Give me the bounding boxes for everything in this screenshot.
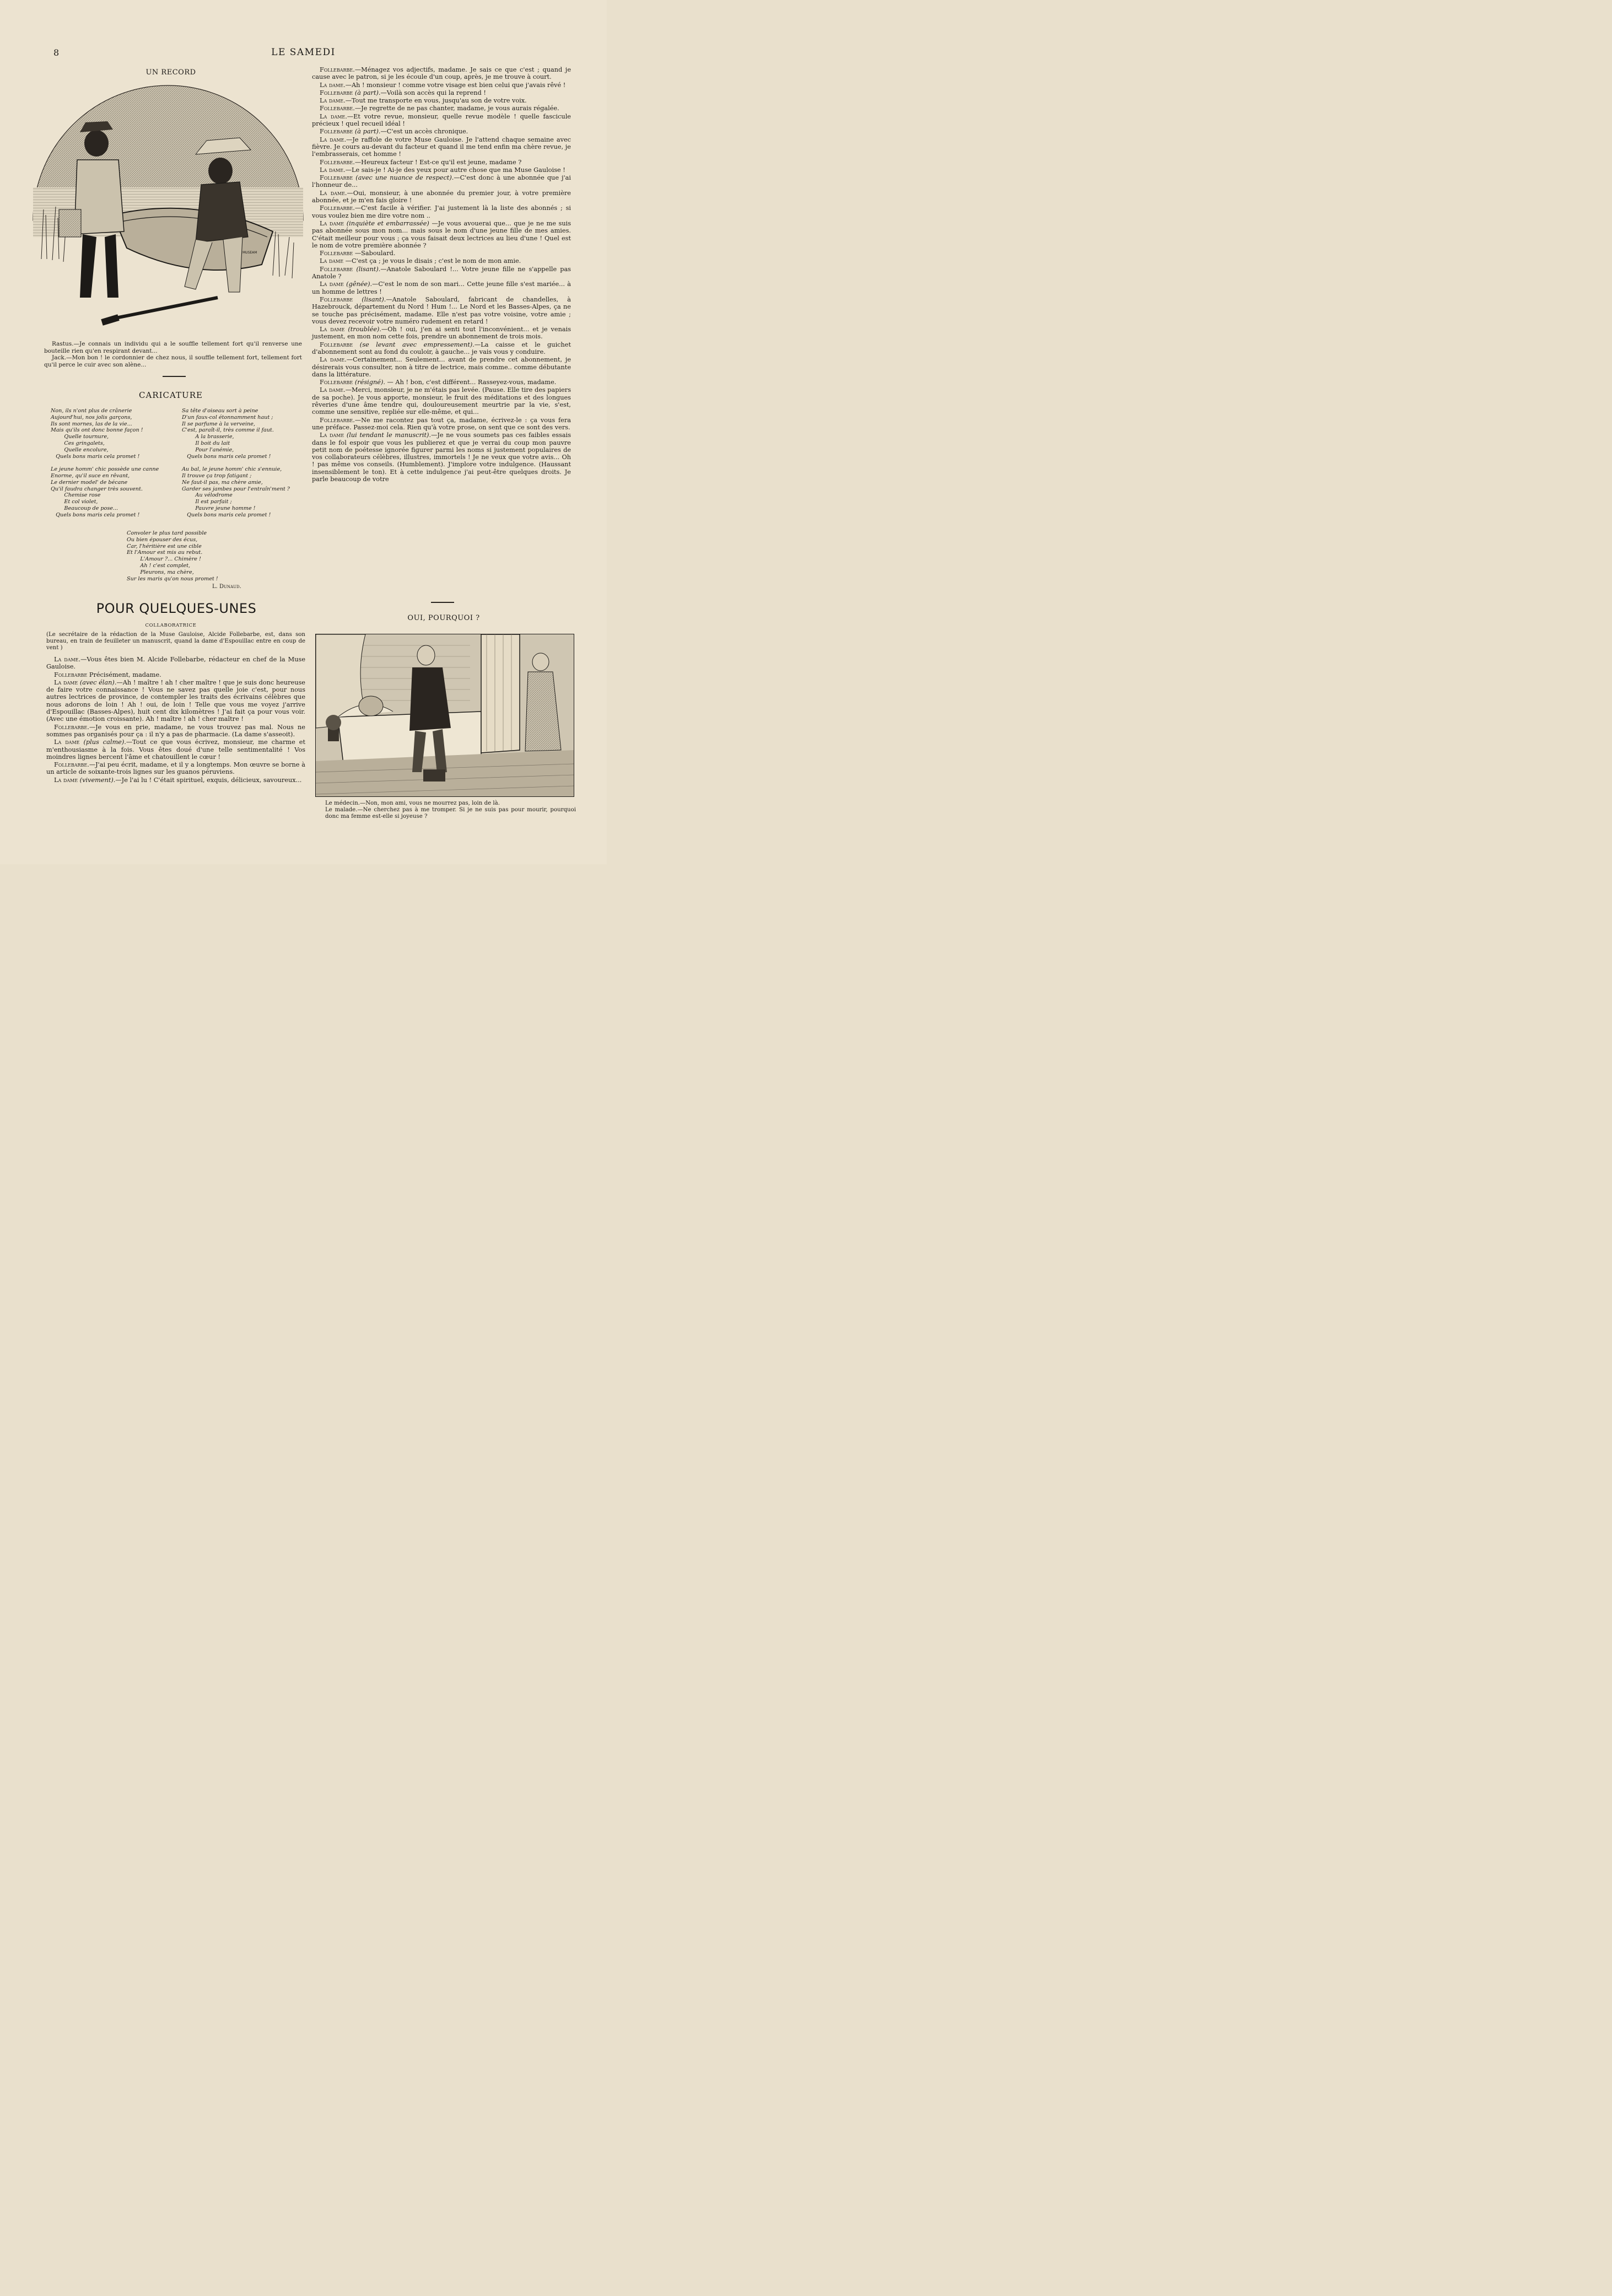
dialogue-text: —Ah ! maître ! ah ! cher maître ! que je suis donc heureuse de faire votre connaissance ! Vous ne savez pas quelle joie c'est, pour nous autres lectrices de province, de contempler les traits des écrivains célèbres que nous adorons de loin ! Ah ! oui, de loin ! Telle que vous me voyez j'arrive d'Espouillac (Basses-Alpes), huit cent dix kilomètres ! J'ai fait ça pour vous voir. (Avec une émotion croissante). Ah ! maître ! ah ! cher maître ! [46, 678, 305, 723]
poem-left-line: Le jeune homm' chic possède une canne [51, 466, 159, 473]
speaker-name: La dame. [54, 656, 81, 663]
dialogue-paragraph [312, 356, 571, 378]
dialogue-text: —Oui, monsieur, à une abonnée du premier jour, à votre première abonnée, et je m'en fais gloire ! [312, 189, 571, 204]
dialogue-text: —C'est ça ; je vous le disais ; c'est le nom de mon amie. [343, 257, 521, 265]
speaker-name: La dame [320, 219, 344, 227]
dialogue-paragraph [312, 174, 571, 189]
caricature-poem-right [182, 408, 309, 519]
caricature-poem-left [51, 408, 183, 519]
dialogue-paragraph [312, 417, 571, 432]
poem-final-line: Et l'Amour est mis au rebut. [127, 549, 203, 556]
dialogue-paragraph [312, 166, 571, 174]
dialogue-paragraph [312, 296, 571, 325]
stage-direction: (avec une nuance de respect). [353, 174, 454, 182]
poem-right-line: Il se parfume à la verveine, [182, 421, 255, 427]
dialogue-paragraph [312, 159, 571, 166]
speaker-name: La dame [320, 281, 344, 288]
poem-right-line: Sa tête d'oiseau sort à peine [182, 408, 258, 414]
poem-right-line: Il est parfait ; [182, 499, 232, 505]
speaker-name: La dame. [320, 112, 347, 120]
dialogue-text: —Je raffole de votre Muse Gauloise. Je l'attend chaque semaine avec fièvre. Je cours au-devant du facteur et quand il me tend enfin ma chère revue, je l'embrasserais, cet homme ! [312, 136, 571, 158]
speaker-name: Follebarbe [320, 250, 353, 257]
dialogue-text: —Tout ce que vous écrivez, monsieur, me charme et m'enthousiasme à la fois. Vous êtes doué d'une telle sentimentalité ! Vos moindres lignes bercent l'âme et chatouillent le cœur ! [46, 739, 305, 761]
dialogue-paragraph [312, 190, 571, 204]
speaker-name: La dame. [320, 356, 347, 364]
poem-left-line: Quels bons maris cela promet ! [51, 453, 140, 460]
poem-right-line: Quels bons maris cela promet ! [182, 511, 271, 518]
poem-right-line: Ne faut-il pas, ma chère amie, [182, 479, 263, 486]
poem-final-line: Sur les maris qu'on nous promet ! [127, 575, 218, 582]
poem-right-line: Au vélodrome [182, 492, 233, 499]
dialogue-paragraph [46, 777, 305, 784]
poem-left-line: Enorme, qu'il suce en rêvant, [51, 472, 130, 479]
newspaper-page [0, 0, 607, 864]
stage-direction: (plus calme). [79, 739, 126, 746]
section-divider-right [431, 602, 454, 603]
speaker-name: La dame. [320, 81, 346, 89]
dialogue-text: — Ah ! bon, c'est différent... Rasseyez-vous, madame. [385, 379, 557, 386]
speaker-name: La dame [54, 776, 78, 784]
dialogue-text: —Ne me racontez pas tout ça, madame, écrivez-le : ça vous fera une préface. Passez-moi cela. Rien qu'à votre prose, on sent que ce sont des vers. [312, 416, 571, 431]
speaker-name: La dame. [320, 166, 346, 174]
speaker-name: La dame [54, 678, 78, 686]
quelques-unes-intro: (Le secrétaire de la rédaction de la Muse Gauloise, Alcide Follebarbe, est, dans son bureau, en train de feuilleter un manuscrit, quand la dame d'Espouillac entre en coup de vent ) [46, 632, 305, 651]
dialogue-paragraph [46, 761, 305, 776]
poem-right-line: Il trouve ça trop fatigant ; [182, 472, 252, 479]
masthead-title: LE SAMEDI [271, 47, 336, 58]
caricature-title: CARICATURE [139, 390, 203, 400]
dialogue-paragraph [312, 266, 571, 281]
poem-final-line: Convoler le plus tard possible [127, 530, 207, 536]
quelques-unes-title: POUR QUELQUES-UNES [96, 601, 257, 616]
dialogue-text: —Je vous avouerai que... que je ne me suis pas abonnée sous mon nom... mais sous le nom d'une jeune fille de mes amies. C'était meilleur pour vous ; ça vous faisait deux lectrices au lieu d'une ! Quel est le nom de votre première abonnée ? [312, 219, 572, 249]
poem-final-line: Car, l'héritière est une cible [127, 543, 202, 549]
dialogue-paragraph [312, 105, 571, 112]
speaker-name: Follebarbe. [320, 158, 355, 166]
dialogue-text: —Vous êtes bien M. Alcide Follebarbe, rédacteur en chef de la Muse Gauloise. [46, 656, 306, 671]
poem-right-line: Pauvre jeune homme ! [182, 505, 256, 511]
dialogue-paragraph [312, 136, 571, 158]
stage-direction: (troublée). [344, 326, 381, 333]
stage-direction: (à part). [353, 89, 381, 96]
speaker-name: Follebarbe [320, 89, 353, 96]
dialogue-paragraph [46, 724, 305, 739]
dialogue-text: .—Je vous en prie, madame, ne vous trouvez pas mal. Nous ne sommes pas organisés pour ça : il n'y a pas de pharmacie. (La dame s'asseoit). [46, 723, 305, 738]
dialogue-paragraph [312, 386, 571, 416]
record-caption [44, 341, 302, 368]
pourquoi-illustration [315, 634, 574, 797]
speaker-name: Follebarbe [320, 341, 353, 348]
speaker-name: Follebarbe [320, 265, 353, 273]
speaker-name: Follebarbe [320, 174, 353, 182]
poem-right-line: Pour l'anémie, [182, 446, 234, 453]
dialogue-text: —Anatole Saboulard !... Votre jeune fille ne s'appelle pas Anatole ? [312, 265, 571, 281]
stage-direction: (avec élan). [78, 678, 117, 686]
dialogue-paragraph [46, 679, 305, 723]
dialogue-text: —C'est facile à vérifier. J'ai justement là la liste des abonnés ; si vous voulez bien me dire votre nom .. [312, 204, 571, 219]
dialogue-text: —Anatole Saboulard, fabricant de chandelles, à Hazebrouck, département du Nord ! Hum !... Le Nord et les Basses-Alpes, ça ne se touche pas précisément, madame. Elle n'est pas votre voisine, votre amie ; vous devez recevoir votre numéro rudement en retard ! [312, 295, 571, 325]
speaker-name: La dame. [320, 189, 347, 197]
pourquoi-caption-malade: Le malade.—Ne cherchez pas à me tromper. Si je ne suis pas pour mourir, pourquoi donc ma femme est-elle si joyeuse ? [325, 807, 576, 820]
dialogue-paragraph [312, 432, 571, 483]
poem-right-line: Garder ses jambes pour l'entraîn'ment ? [182, 486, 290, 492]
caricature-signature: L. Dunaud. [212, 584, 241, 590]
record-caption-jack: Jack.—Mon bon ! le cordonnier de chez nous, il souffle tellement fort, tellement fort qu'il perce le cuir avec son alène... [44, 354, 302, 368]
section-divider [163, 376, 186, 377]
pourquoi-caption [325, 800, 576, 820]
dialogue-paragraph [312, 89, 571, 96]
speaker-name: La dame. [320, 386, 346, 394]
dialogue-left-column [46, 656, 305, 784]
pourquoi-caption-medecin: Le médecin.—Non, mon ami, vous ne mourrez pas, loin de là. [325, 800, 500, 806]
speaker-name: La dame [320, 432, 344, 439]
dialogue-text: —Et votre revue, monsieur, quelle revue modèle ! quelle fascicule précieux ! quel recueil idéal ! [312, 112, 571, 128]
dialogue-text: .—J'ai peu écrit, madame, et il y a longtemps. Mon œuvre se borne à un article de soixante-trois lignes sur les guanos péruviens. [46, 761, 305, 776]
speaker-name: Follebarbe [54, 671, 88, 678]
poem-right-line: Quels bons maris cela promet ! [182, 453, 271, 460]
poem-final-line: Ou bien épouser des écus, [127, 536, 198, 543]
poem-right-line [182, 460, 309, 466]
speaker-name: Follebarbe [54, 761, 88, 769]
speaker-name: Follebarbe [320, 379, 353, 386]
speaker-name: La dame [320, 326, 345, 333]
stage-direction: (lisant). [353, 265, 381, 273]
dialogue-paragraph [312, 281, 571, 295]
dialogue-paragraph [312, 113, 571, 128]
dialogue-paragraph [46, 671, 305, 678]
dialogue-text: —Tout me transporte en vous, jusqu'au son de votre voix. [345, 97, 527, 105]
dialogue-paragraph [312, 66, 571, 81]
poem-left-line: Chemise rose [51, 492, 101, 499]
dialogue-paragraph [312, 250, 571, 257]
poem-final-line: L'Amour ?... Chimère ! [127, 556, 201, 563]
poem-left-line [51, 460, 183, 466]
dialogue-paragraph [46, 656, 305, 671]
pourquoi-title: OUI, POURQUOI ? [407, 614, 480, 622]
dialogue-text: —Ah ! monsieur ! comme votre visage est bien celui que j'avais rêvé ! [345, 81, 566, 89]
stage-direction: (vivement). [78, 776, 116, 784]
dialogue-paragraph [312, 379, 571, 386]
poem-right-line: D'un faux-col étonnamment haut ; [182, 414, 273, 421]
stage-direction: (à part). [353, 128, 381, 136]
boat-name: MUSEAM [242, 251, 257, 255]
dialogue-text: —La caisse et le guichet d'abonnement sont au fond du couloir, à gauche... je vais vous y conduire. [312, 341, 572, 355]
poem-left-line: Ces gringalets, [51, 440, 105, 446]
dialogue-text: —Le sais-je ! Ai-je des yeux pour autre chose que ma Muse Gauloise ! [345, 166, 565, 174]
stage-direction: (gênée). [343, 281, 373, 288]
dialogue-text: —Merci, monsieur, je ne m'étais pas levée. (Pause. Elle tire des papiers de sa poche). Je vous apporte, monsieur, le fruit des méditations et des longues rêveries d'une âme tendre qui, douloureusement meurtrie par la vie, s'est, comme une sensitive, repliée sur elle-même, et qui... [312, 386, 572, 416]
poem-left-line: Et col violet, [51, 499, 98, 505]
dialogue-paragraph [312, 204, 571, 219]
poem-left-line: Quelle encolure, [51, 446, 109, 453]
poem-final-line: Pleurons, ma chère, [127, 569, 194, 575]
poem-final-line: Ah ! c'est complet, [127, 562, 191, 569]
stage-direction: (lisant). [353, 295, 386, 303]
dialogue-text: —Saboulard. [353, 250, 396, 257]
poem-left-line: Quels bons maris cela promet ! [51, 511, 140, 518]
poem-left-line: Mais qu'ils ont donc bonne façon ! [51, 427, 143, 434]
poem-right-line: C'est, paraît-il, très comme il faut. [182, 427, 274, 434]
poem-right-line: Au bal, le jeune homm' chic s'ennuie, [182, 466, 282, 473]
dialogue-text: —Je regrette de ne pas chanter, madame, je vous aurais régalée. [354, 105, 559, 112]
speaker-name: Follebarbe [320, 128, 353, 136]
poem-left-line: Qu'il faudra changer très souvent. [51, 486, 143, 492]
dialogue-paragraph [46, 739, 305, 761]
stage-direction: (se levant avec empressement). [353, 341, 475, 348]
speaker-name: La dame [54, 739, 80, 746]
dialogue-paragraph [312, 326, 571, 341]
poem-left-line: Quelle tournure, [51, 434, 109, 440]
caricature-poem-final [127, 530, 270, 582]
dialogue-paragraph [312, 128, 571, 135]
stage-direction: (lui tendant le manuscrit). [344, 432, 432, 439]
poem-left-line: Non, ils n'ont plus de crânerie [51, 408, 132, 414]
record-caption-rastus: Rastus.—Je connais un individu qui a le souffle tellement fort qu'il renverse une bouteille rien qu'en respirant devant... [44, 341, 302, 354]
dialogue-paragraph [312, 220, 571, 249]
dialogue-text: —Certainement... Seulement... avant de prendre cet abonnement, je désirerais vous consulter, non à titre de lectrice, mais comme.. comme débutante dans la littérature. [312, 356, 572, 378]
dialogue-text: —C'est un accès chronique. [380, 128, 468, 136]
poem-left-line: Aujourd'hui, nos jolis garçons, [51, 414, 132, 421]
speaker-name: Follebarbe [54, 723, 88, 731]
dialogue-text: —Je ne vous soumets pas ces faibles essais dans le fol espoir que vous les publierez et que je verrai du coup mon pauvre petit nom de poétesse ignorée figurer parmi les noms si justement populaires de vos collaborateurs célèbres, illustres, immortels ! Je ne veux que votre avis... Oh ! pas même vos conseils. (Humblement). J'implore votre indulgence. (Haussant insensiblement le ton). Et à cette indulgence j'ai peut-être quelques droits. Je parle beaucoup de votre [312, 432, 571, 483]
dialogue-text: —Heureux facteur ! Est-ce qu'il est jeune, madame ? [354, 158, 522, 166]
dialogue-text: —Voilà son accès qui la reprend ! [380, 89, 486, 96]
poem-left-line: Ils sont mornes, las de la vie... [51, 421, 132, 427]
dialogue-text: —Oh ! oui, j'en ai senti tout l'inconvénient... et je venais justement, en mon nom cette fois, prendre un abonnement de trois mois. [312, 326, 571, 341]
poem-right-line: A la brasserie, [182, 434, 234, 440]
page-number: 8 [53, 47, 60, 58]
poem-left-line: Beaucoup de pose... [51, 505, 118, 511]
record-illustration [30, 77, 306, 336]
speaker-name: La dame. [320, 97, 346, 105]
speaker-name: Follebarbe [320, 295, 353, 303]
speaker-name: Follebarbe. [320, 105, 355, 112]
dialogue-text: Précisément, madame. [87, 671, 161, 678]
stage-direction: (résigné). [353, 379, 385, 386]
speaker-name: Follebarbe. [320, 204, 355, 212]
dialogue-text: —C'est le nom de son mari... Cette jeune fille s'est mariée... à un homme de lettres ! [312, 281, 572, 295]
dialogue-text: —Je l'ai lu ! C'était spirituel, exquis, délicieux, savoureux... [115, 776, 302, 784]
stage-direction: (inquiète et embarrassée) [344, 219, 429, 227]
poem-right-line: Il boit du lait [182, 440, 230, 446]
dialogue-paragraph [312, 97, 571, 104]
dialogue-text: —Ménagez vos adjectifs, madame. Je sais ce que c'est ; quand je cause avec le patron, si je les écoule d'un coup, après, je me trouve à court. [312, 66, 571, 81]
dialogue-paragraph [312, 341, 571, 356]
dialogue-paragraph [312, 257, 571, 265]
dialogue-text: —C'est donc à une abonnée que j'ai l'honneur de... [312, 174, 571, 189]
speaker-name: La dame [320, 257, 344, 265]
poem-left-line: Le dernier model' de bécane [51, 479, 128, 486]
speaker-name: La dame. [320, 136, 347, 143]
speaker-name: Follebarbe. [320, 66, 355, 73]
record-title: UN RECORD [145, 68, 196, 77]
speaker-name: Follebarbe. [320, 416, 355, 424]
quelques-unes-subtitle: COLLABORATRICE [145, 623, 197, 628]
dialogue-right-column [312, 66, 571, 483]
dialogue-paragraph [312, 82, 571, 89]
